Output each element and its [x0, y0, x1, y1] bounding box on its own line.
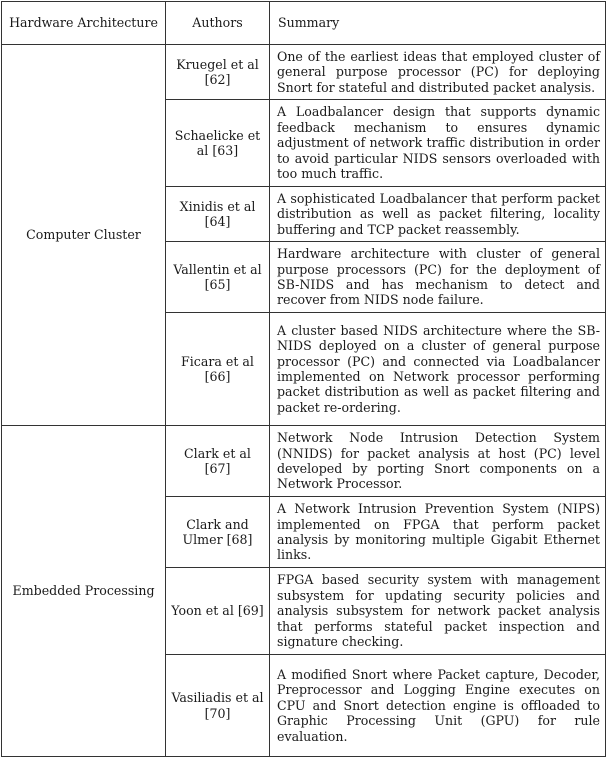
authors-cell: Xinidis et al [64]	[166, 187, 270, 242]
header-summary: Summary	[270, 2, 606, 45]
summary-cell	[270, 100, 606, 187]
summary-text: A sophisticated Loadbalancer that perform packet distribution as well as packet filtering, locality buffering and TCP packet reassembly.	[277, 190, 600, 237]
authors-cell: Clark et al [67]	[166, 426, 270, 497]
summary-cell	[270, 426, 606, 497]
table-row	[2, 45, 606, 100]
group-cell-computer-cluster: Computer Cluster	[2, 45, 166, 426]
group-cell-embedded-processing: Embedded Processing	[2, 426, 166, 757]
summary-text: A cluster based NIDS architecture where the SB-NIDS deployed on a cluster of general purpose processor (PC) and connected via Loadbalancer implemented on Network processor performing packet distribution as well as packet filtering and packet re-ordering.	[277, 322, 600, 415]
summary-cell	[270, 655, 606, 757]
authors-cell: Yoon et al [69]	[166, 568, 270, 655]
summary-cell	[270, 45, 606, 100]
hardware-architecture-table	[1, 1, 606, 757]
summary-text: A modified Snort where Packet capture, Decoder, Preprocessor and Logging Engine executes on CPU and Snort detection engine is offloaded to Graphic Processing Unit (GPU) for rule evaluation.	[277, 666, 600, 744]
authors-cell: Vallentin et al [65]	[166, 242, 270, 313]
table-header-row	[2, 2, 606, 45]
table-row	[2, 426, 606, 497]
summary-cell	[270, 497, 606, 568]
summary-cell	[270, 187, 606, 242]
summary-text: Hardware architecture with cluster of general purpose processors (PC) for the deployment of SB-NIDS and has mechanism to detect and recover from NIDS node failure.	[277, 246, 600, 308]
summary-text: FPGA based security system with management subsystem for updating security policies and analysis subsystem for network packet analysis that performs stateful packet inspection and signature checking.	[277, 572, 600, 650]
authors-cell: Clark and Ulmer [68]	[166, 497, 270, 568]
header-authors: Authors	[166, 2, 270, 45]
authors-cell: Ficara et al [66]	[166, 313, 270, 426]
summary-text: One of the earliest ideas that employed cluster of general purpose processor (PC) for deploying Snort for stateful and distributed packet analysis.	[277, 48, 600, 95]
authors-cell: Kruegel et al [62]	[166, 45, 270, 100]
summary-text: A Loadbalancer design that supports dynamic feedback mechanism to ensures dynamic adjustment of network traffic distribution in order to avoid particular NIDS sensors overloaded with too much traffic.	[277, 104, 600, 182]
summary-text: A Network Intrusion Prevention System (NIPS) implemented on FPGA that perform packet analysis by monitoring multiple Gigabit Ethernet links.	[277, 501, 600, 563]
authors-cell: Vasiliadis et al [70]	[166, 655, 270, 757]
header-hardware-architecture: Hardware Architecture	[2, 2, 166, 45]
authors-cell: Schaelicke et al [63]	[166, 100, 270, 187]
summary-text: Network Node Intrusion Detection System (NNIDS) for packet analysis at host (PC) level developed by porting Snort components on a Network Processor.	[277, 430, 600, 492]
summary-cell	[270, 313, 606, 426]
summary-cell	[270, 568, 606, 655]
summary-cell	[270, 242, 606, 313]
